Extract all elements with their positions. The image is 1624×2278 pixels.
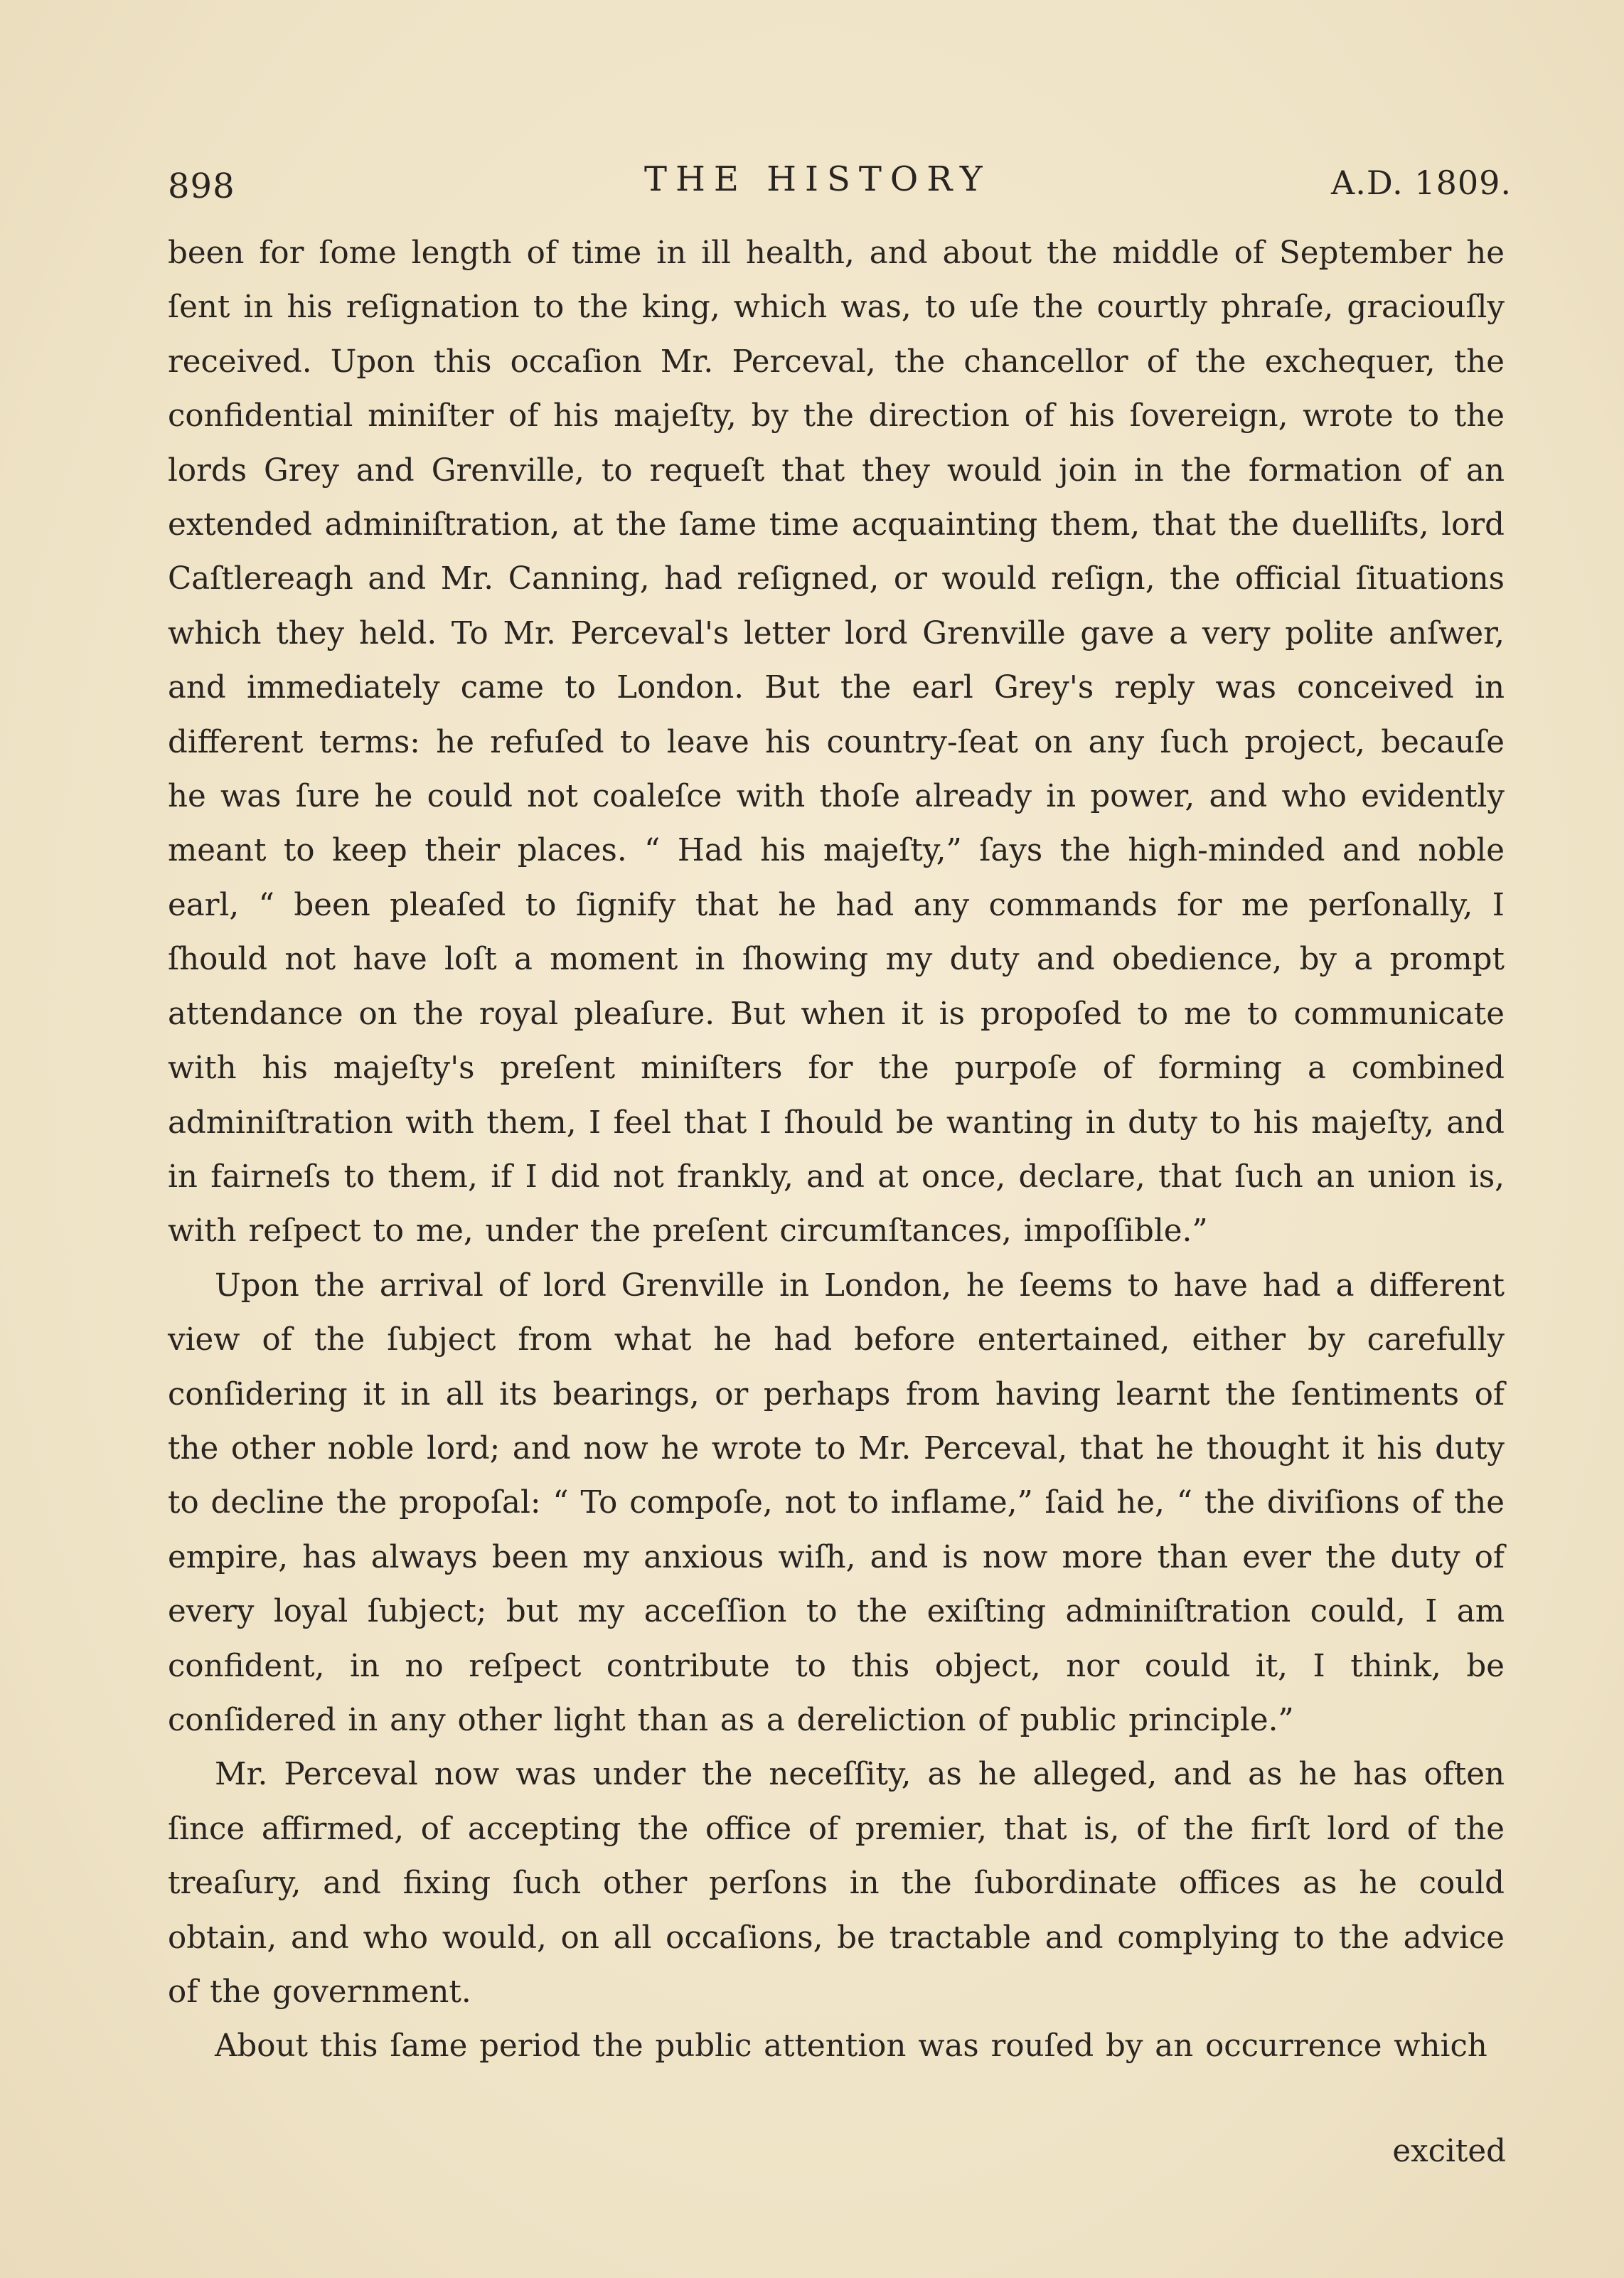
paragraph-4: About this ſame period the public attention was rouſed by an occurrence which xyxy=(215,2028,1487,2065)
running-title: THE HISTORY xyxy=(644,159,991,199)
page-header xyxy=(168,152,1512,206)
page-number: 898 xyxy=(168,166,235,206)
catchword: excited xyxy=(1392,2134,1506,2169)
paragraph-2: Upon the arrival of lord Grenville in London, he ſeems to have had a different view of the ſubject from what he had before entertained, either by carefully conſidering it in all its bearings, or perhaps from having learnt the ſentiments of the other noble lord; and now he wrote to Mr. Perceval, that he thought it his duty to decline the propoſal: “ To compoſe, not to inflame,” ſaid he, “ the diviſions of the empire, has always been my anxious wiſh, and is now more than ever the duty of every loyal ſubject; but my acceſſion to the exiſting adminiſtration could, I am confident, in no reſpect contribute to this object, nor could it, I think, be conſidered in any other light than as a dereliction of public principle.” xyxy=(168,1267,1505,1738)
running-date: A.D. 1809. xyxy=(1330,164,1512,202)
paragraph-1: been for ſome length of time in ill health, and about the middle of September he ſent in his reſignation to the king, which was, to uſe the courtly phraſe, graciouſly received. Upon this occaſion Mr. Perceval, the chancellor of the exchequer, the confidential miniſter of his majeſty, by the direction of his ſovereign, wrote to the lords Grey and Grenville, to requeſt that they would join in the formation of an extended adminiſtration, at the ſame time acquainting them, that the duelliſts, lord Caſtlereagh and Mr. Canning, had reſigned, or would reſign, the official ſituations which they held. To Mr. Perceval's letter lord Grenville gave a very polite anſwer, and immediately came to London. But the earl Grey's reply was conceived in different terms: he refuſed to leave his country-ſeat on any ſuch project, becauſe he was ſure he could not coaleſce with thoſe already in power, and who evidently meant to keep their places. “ Had his majeſty,” ſays the high-minded and noble earl, “ been pleaſed to ſignify that he had any commands for me perſonally, I ſhould not have loſt a moment in ſhowing my duty and obedience, by a prompt attendance on the royal pleaſure. But when it is propoſed to me to communicate with his majeſty's preſent miniſters for the purpoſe of forming a combined adminiſtration with them, I feel that I ſhould be wanting in duty to his majeſty, and in fairneſs to them, if I did not frankly, and at once, declare, that ſuch an union is, with reſpect to me, under the preſent circumſtances, impoſſible.” xyxy=(168,235,1505,1250)
body-text xyxy=(168,226,1505,2074)
paragraph-3: Mr. Perceval now was under the neceſſity, as he alleged, and as he has often ſince affirmed, of accepting the office of premier, that is, of the firſt lord of the treaſury, and fixing ſuch other perſons in the ſubordinate offices as he could obtain, and who would, on all occaſions, be tractable and complying to the advice of the government. xyxy=(168,1757,1505,2010)
